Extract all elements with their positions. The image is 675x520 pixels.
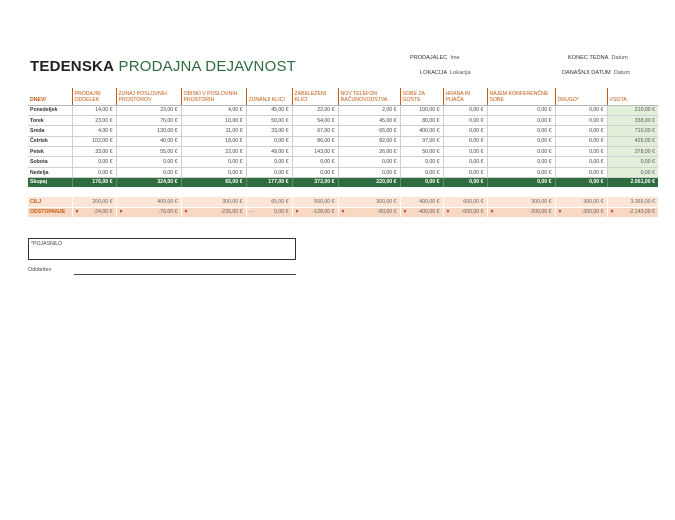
notes-label: *POJASNILO xyxy=(31,241,63,247)
goal-cell[interactable]: 65,00 € xyxy=(246,197,292,207)
row-total-cell: 0,00 € xyxy=(607,157,658,167)
goal-cell[interactable]: 3.365,00 € xyxy=(607,197,658,207)
value-cell[interactable]: 10,00 € xyxy=(181,115,246,125)
value-cell[interactable]: 0,00 € xyxy=(555,126,607,136)
value-cell[interactable]: 0,00 € xyxy=(487,136,555,146)
goal-variance-table xyxy=(28,197,658,218)
row-total-cell: 710,00 € xyxy=(607,126,658,136)
variance-cell xyxy=(400,207,443,217)
column-header: DRUGO* xyxy=(555,88,607,105)
goal-row xyxy=(28,197,658,207)
value-cell[interactable]: 0,00 € xyxy=(487,147,555,157)
variance-value: -76,00 € xyxy=(158,209,178,215)
value-cell[interactable]: 40,00 € xyxy=(116,136,181,146)
value-cell[interactable]: 0,00 € xyxy=(246,157,292,167)
value-cell[interactable]: 0,00 € xyxy=(400,167,443,177)
value-cell[interactable]: 0,00 € xyxy=(116,157,181,167)
value-cell[interactable]: 4,00 € xyxy=(181,105,246,115)
seller-field[interactable] xyxy=(410,55,460,61)
day-label: Sobota xyxy=(28,157,72,167)
value-cell[interactable]: 33,00 € xyxy=(72,147,116,157)
value-cell[interactable]: 0,00 € xyxy=(487,157,555,167)
value-cell[interactable]: 0,00 € xyxy=(181,157,246,167)
column-header: NOV TELEFON RAČUNOVODSTVA xyxy=(338,88,400,105)
value-cell[interactable]: 0,00 € xyxy=(443,126,487,136)
column-header: HRANA IN PIJAČA xyxy=(443,88,487,105)
weekly-sales-table xyxy=(28,88,658,187)
dash-icon: — xyxy=(248,209,254,215)
table-row xyxy=(28,115,658,125)
title-rest: PRODAJNA DEJAVNOST xyxy=(118,58,297,75)
value-cell[interactable]: 0,00 € xyxy=(443,136,487,146)
today-label: DANAŠNJI DATUM xyxy=(562,70,611,76)
variance-value: -300,00 € xyxy=(581,209,604,215)
value-cell[interactable]: 0,00 € xyxy=(443,147,487,157)
value-cell[interactable]: 26,00 € xyxy=(338,147,400,157)
value-cell[interactable]: 0,00 € xyxy=(555,105,607,115)
total-row xyxy=(28,178,658,187)
down-arrow-icon: ▼ xyxy=(402,209,408,215)
variance-cell xyxy=(292,207,338,217)
approval-label: Odobritev xyxy=(28,267,52,273)
total-cell: 2.061,00 € xyxy=(607,178,658,187)
day-label: Petek xyxy=(28,147,72,157)
goal-cell[interactable]: 400,00 € xyxy=(400,197,443,207)
value-cell[interactable]: 50,00 € xyxy=(400,147,443,157)
value-cell[interactable]: 0,00 € xyxy=(181,167,246,177)
today-field[interactable] xyxy=(562,70,630,76)
value-cell[interactable]: 4,00 € xyxy=(72,126,116,136)
variance-value: -2.143,00 € xyxy=(628,209,655,215)
value-cell[interactable]: 102,00 € xyxy=(72,136,116,146)
table-row xyxy=(28,157,658,167)
value-cell[interactable]: 143,00 € xyxy=(292,147,338,157)
notes-box[interactable] xyxy=(28,238,296,260)
column-header: ZABELEŽENI KLICI xyxy=(292,88,338,105)
value-cell[interactable]: 0,00 € xyxy=(443,157,487,167)
down-arrow-icon: ▼ xyxy=(118,209,124,215)
total-cell: 0,00 € xyxy=(487,178,555,187)
value-cell[interactable]: 0,00 € xyxy=(487,105,555,115)
day-label: Nedelja xyxy=(28,167,72,177)
value-cell[interactable]: 97,00 € xyxy=(400,136,443,146)
value-cell[interactable]: 65,00 € xyxy=(338,126,400,136)
value-cell[interactable]: 23,00 € xyxy=(72,115,116,125)
value-cell[interactable]: 23,00 € xyxy=(116,105,181,115)
column-header: VSOTA xyxy=(607,88,658,105)
variance-cell xyxy=(607,207,658,217)
variance-cell xyxy=(181,207,246,217)
value-cell[interactable]: 0,00 € xyxy=(555,167,607,177)
value-cell[interactable]: 14,00 € xyxy=(72,105,116,115)
variance-value: -24,00 € xyxy=(93,209,113,215)
column-header: SOBE ZA GOSTE xyxy=(400,88,443,105)
variance-value: -235,00 € xyxy=(220,209,243,215)
value-cell[interactable]: 18,00 € xyxy=(181,136,246,146)
value-cell[interactable]: 0,00 € xyxy=(72,167,116,177)
value-cell[interactable]: 50,00 € xyxy=(246,115,292,125)
row-total-cell: 0,00 € xyxy=(607,167,658,177)
down-arrow-icon: ▼ xyxy=(489,209,495,215)
row-total-cell: 210,00 € xyxy=(607,105,658,115)
down-arrow-icon: ▼ xyxy=(340,209,346,215)
value-cell[interactable]: 0,00 € xyxy=(400,157,443,167)
page-title xyxy=(30,58,296,75)
total-cell: 220,00 € xyxy=(338,178,400,187)
day-label: Torek xyxy=(28,115,72,125)
value-cell[interactable]: 400,00 € xyxy=(400,126,443,136)
down-arrow-icon: ▼ xyxy=(445,209,451,215)
row-total-cell: 378,00 € xyxy=(607,147,658,157)
down-arrow-icon: ▼ xyxy=(609,209,615,215)
day-label: Sreda xyxy=(28,126,72,136)
value-cell[interactable]: 0,00 € xyxy=(443,167,487,177)
goal-cell[interactable]: 400,00 € xyxy=(116,197,181,207)
seller-label: PRODAJALEC xyxy=(410,55,448,61)
value-cell[interactable]: 0,00 € xyxy=(292,167,338,177)
value-cell[interactable]: 0,00 € xyxy=(292,157,338,167)
total-cell: 176,00 € xyxy=(72,178,116,187)
location-label: LOKACIJA xyxy=(420,70,448,76)
variance-cell xyxy=(338,207,400,217)
goal-cell[interactable]: 300,00 € xyxy=(181,197,246,207)
title-bold: TEDENSKA xyxy=(30,58,115,75)
variance-cell xyxy=(72,207,116,217)
variance-value: -300,00 € xyxy=(529,209,552,215)
value-cell[interactable]: 0,00 € xyxy=(443,115,487,125)
header-row xyxy=(28,88,658,105)
row-total-cell: 425,00 € xyxy=(607,136,658,146)
value-cell[interactable]: 100,00 € xyxy=(400,105,443,115)
column-header: ZUNAJ POSLOVNIH PROSTOROV xyxy=(116,88,181,105)
variance-value: -400,00 € xyxy=(417,209,440,215)
value-cell[interactable]: 45,00 € xyxy=(338,115,400,125)
day-label: Četrtek xyxy=(28,136,72,146)
goal-cell[interactable]: 300,00 € xyxy=(487,197,555,207)
total-cell: 0,00 € xyxy=(555,178,607,187)
week-end-field[interactable] xyxy=(568,55,628,61)
value-cell[interactable]: 0,00 € xyxy=(555,115,607,125)
variance-value: -600,00 € xyxy=(461,209,484,215)
table-row xyxy=(28,136,658,146)
today-value[interactable]: Datum xyxy=(613,70,631,76)
value-cell[interactable]: 80,00 € xyxy=(400,115,443,125)
down-arrow-icon: ▼ xyxy=(74,209,80,215)
variance-row xyxy=(28,207,658,217)
value-cell[interactable]: 54,00 € xyxy=(292,115,338,125)
variance-cell xyxy=(555,207,607,217)
table-row xyxy=(28,167,658,177)
location-field[interactable] xyxy=(420,70,471,76)
goal-cell[interactable]: 500,00 € xyxy=(292,197,338,207)
total-cell: 324,00 € xyxy=(116,178,181,187)
week-end-value[interactable]: Datum xyxy=(611,55,628,61)
value-cell[interactable]: 0,00 € xyxy=(443,105,487,115)
down-arrow-icon: ▼ xyxy=(183,209,189,215)
total-cell: 372,00 € xyxy=(292,178,338,187)
total-label: Skupaj xyxy=(28,178,72,187)
day-label: Ponedeljek xyxy=(28,105,72,115)
value-cell[interactable]: 55,00 € xyxy=(116,147,181,157)
goal-cell[interactable]: 300,00 € xyxy=(338,197,400,207)
value-cell[interactable]: 76,00 € xyxy=(116,115,181,125)
table-row xyxy=(28,105,658,115)
value-cell[interactable]: 0,00 € xyxy=(246,136,292,146)
value-cell[interactable]: 0,00 € xyxy=(487,126,555,136)
value-cell[interactable]: 2,00 € xyxy=(338,105,400,115)
value-cell[interactable]: 0,00 € xyxy=(338,167,400,177)
value-cell[interactable]: 33,00 € xyxy=(246,126,292,136)
total-cell: 177,00 € xyxy=(246,178,292,187)
value-cell[interactable]: 0,00 € xyxy=(555,157,607,167)
value-cell[interactable]: 11,00 € xyxy=(181,126,246,136)
value-cell[interactable]: 0,00 € xyxy=(116,167,181,177)
column-header: DNEVI xyxy=(28,88,72,105)
goal-cell[interactable]: 200,00 € xyxy=(72,197,116,207)
value-cell[interactable]: 22,00 € xyxy=(292,105,338,115)
value-cell[interactable]: 0,00 € xyxy=(487,167,555,177)
value-cell[interactable]: 22,00 € xyxy=(181,147,246,157)
value-cell[interactable]: 86,00 € xyxy=(292,136,338,146)
column-header: OBISKI V POSLOVNIH PROSTORIH xyxy=(181,88,246,105)
goal-cell[interactable]: 300,00 € xyxy=(555,197,607,207)
total-cell: 0,00 € xyxy=(400,178,443,187)
value-cell[interactable]: 45,00 € xyxy=(246,105,292,115)
value-cell[interactable]: 82,00 € xyxy=(338,136,400,146)
table-row xyxy=(28,147,658,157)
down-arrow-icon: ▼ xyxy=(294,209,300,215)
total-cell: 0,00 € xyxy=(443,178,487,187)
value-cell[interactable]: 0,00 € xyxy=(338,157,400,167)
value-cell[interactable]: 49,00 € xyxy=(246,147,292,157)
seller-value[interactable]: Ime xyxy=(450,55,460,61)
variance-cell xyxy=(246,207,292,217)
total-cell: 65,00 € xyxy=(181,178,246,187)
column-header: NAJEM KONFERENČNE SOBE xyxy=(487,88,555,105)
value-cell[interactable]: 0,00 € xyxy=(555,147,607,157)
column-header: PRODAJNI ODDELEK xyxy=(72,88,116,105)
value-cell[interactable]: 0,00 € xyxy=(487,115,555,125)
variance-value: -128,00 € xyxy=(312,209,335,215)
week-end-label: KONEC TEDNA xyxy=(568,55,609,61)
variance-label: ODSTOPANJE xyxy=(28,207,72,217)
value-cell[interactable]: 0,00 € xyxy=(555,136,607,146)
table-row xyxy=(28,126,658,136)
variance-cell xyxy=(443,207,487,217)
value-cell[interactable]: 0,00 € xyxy=(246,167,292,177)
value-cell[interactable]: 0,00 € xyxy=(72,157,116,167)
approval-signature-line[interactable] xyxy=(74,274,296,275)
row-total-cell: 338,00 € xyxy=(607,115,658,125)
down-arrow-icon: ▼ xyxy=(557,209,563,215)
variance-value: 0,00 € xyxy=(274,209,289,215)
variance-cell xyxy=(116,207,181,217)
column-header: ZUNANJI KLICI xyxy=(246,88,292,105)
location-value[interactable]: Lokacija xyxy=(450,70,471,76)
goal-label: CILJ xyxy=(28,197,72,207)
value-cell[interactable]: 130,00 € xyxy=(116,126,181,136)
variance-value: -80,00 € xyxy=(377,209,397,215)
value-cell[interactable]: 67,00 € xyxy=(292,126,338,136)
variance-cell xyxy=(487,207,555,217)
goal-cell[interactable]: 600,00 € xyxy=(443,197,487,207)
